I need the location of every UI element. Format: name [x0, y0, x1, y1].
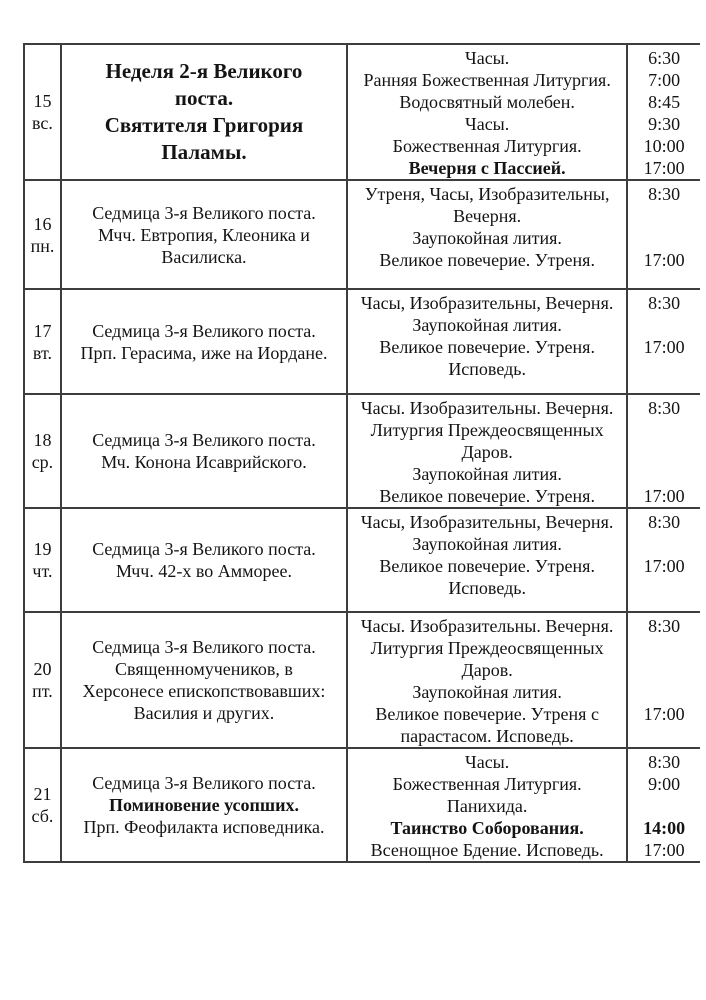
service-time: [628, 419, 700, 441]
date-number: 16: [33, 213, 52, 234]
description-line: Паламы.: [161, 140, 247, 164]
description-line: Мчч. Евтропия, Клеоника и: [98, 224, 310, 245]
service-time: 7:00: [648, 70, 681, 90]
service-line: Литургия Преждеосвященных: [370, 638, 604, 658]
service-line: парастасом. Исповедь.: [400, 726, 574, 746]
date-number: 19: [33, 539, 52, 559]
service-line: Часы.: [465, 48, 510, 68]
services-cell: [348, 290, 628, 393]
table-row: [25, 613, 700, 749]
description-line: Херсонесе епископствовавших:: [82, 681, 326, 701]
service-time: [628, 463, 700, 485]
service-time: [628, 681, 700, 703]
times-cell: [628, 749, 700, 861]
description-line: Поминовение усопших.: [108, 795, 299, 815]
service-time: 8:45: [648, 92, 681, 112]
table-row: [25, 509, 700, 613]
services-cell: [348, 509, 628, 611]
service-time: [628, 205, 700, 227]
service-time: [628, 358, 700, 380]
table-row: [25, 395, 700, 509]
services-cell: [348, 613, 628, 747]
description-line: Священномучеников, в: [115, 659, 293, 679]
service-line: Великое повечерие. Утреня.: [379, 250, 595, 270]
service-time: [628, 725, 700, 747]
service-line: Вечерня.: [453, 206, 522, 226]
description-line: Седмица 3-я Великого поста.: [92, 320, 316, 341]
service-line: Часы, Изобразительны, Вечерня.: [360, 512, 614, 532]
times-cell: [628, 509, 700, 611]
service-line: Водосвятный молебен.: [399, 92, 575, 112]
description-line: Святителя Григория: [104, 113, 304, 137]
date-weekday: пн.: [30, 235, 55, 256]
service-time: 17:00: [643, 158, 685, 178]
description-cell: [62, 290, 348, 393]
service-time: 10:00: [643, 136, 685, 156]
date-number: 21: [33, 784, 52, 804]
date-weekday: сб.: [31, 806, 54, 826]
service-time: [628, 441, 700, 463]
times-cell: [628, 395, 700, 507]
service-time: [628, 227, 700, 249]
service-time: [628, 533, 700, 555]
table-row: [25, 45, 700, 181]
service-line: Всенощное Бдение. Исповедь.: [370, 840, 604, 860]
service-time: 17:00: [643, 337, 685, 357]
service-line: Вечерня с Пассией.: [408, 158, 566, 178]
service-time: [628, 795, 700, 817]
service-line: Заупокойная лития.: [412, 682, 562, 702]
service-time: 14:00: [643, 818, 686, 838]
service-line: Заупокойная лития.: [412, 315, 562, 335]
date-cell: [25, 509, 62, 611]
services-cell: [348, 181, 628, 288]
service-time: [628, 577, 700, 599]
service-time: 17:00: [643, 840, 685, 860]
service-time: [628, 659, 700, 681]
description-line: Седмица 3-я Великого поста.: [92, 637, 316, 657]
service-line: Божественная Литургия.: [392, 774, 582, 794]
service-line: Литургия Преждеосвященных: [370, 420, 604, 440]
description-cell: [62, 749, 348, 861]
service-time: 9:00: [648, 774, 681, 794]
date-number: 17: [33, 320, 52, 341]
date-cell: [25, 395, 62, 507]
times-cell: [628, 613, 700, 747]
description-line: Мч. Конона Исаврийского.: [101, 452, 307, 472]
description-line: Седмица 3-я Великого поста.: [92, 773, 316, 793]
services-cell: [348, 45, 628, 179]
date-cell: [25, 749, 62, 861]
description-cell: [62, 45, 348, 179]
service-time: 17:00: [643, 486, 685, 506]
description-line: Седмица 3-я Великого поста.: [92, 202, 316, 223]
service-line: Ранняя Божественная Литургия.: [363, 70, 611, 90]
table-row: [25, 181, 700, 290]
description-cell: [62, 509, 348, 611]
description-cell: [62, 395, 348, 507]
times-cell: [628, 181, 700, 288]
service-time: [628, 637, 700, 659]
schedule-table: [23, 43, 700, 863]
service-time: 8:30: [648, 293, 681, 313]
service-line: Часы. Изобразительны. Вечерня.: [360, 616, 614, 636]
times-cell: [628, 290, 700, 393]
service-line: Часы. Изобразительны. Вечерня.: [360, 398, 614, 418]
service-time: 17:00: [643, 556, 685, 576]
description-line: Седмица 3-я Великого поста.: [92, 539, 316, 559]
services-cell: [348, 395, 628, 507]
service-line: Часы.: [465, 114, 510, 134]
service-line: Заупокойная лития.: [412, 464, 562, 484]
service-time: 17:00: [643, 704, 685, 724]
table-row: [25, 749, 700, 863]
service-line: Часы.: [465, 752, 510, 772]
date-weekday: вс.: [32, 113, 53, 133]
service-line: Исповедь.: [448, 578, 526, 598]
table-row: [25, 290, 700, 395]
service-line: Великое повечерие. Утреня.: [379, 556, 595, 576]
description-line: Василия и других.: [133, 703, 275, 723]
description-line: Прп. Герасима, иже на Иордане.: [80, 342, 328, 363]
service-line: Великое повечерие. Утреня.: [379, 486, 595, 506]
description-line: Мчч. 42-х во Амморее.: [115, 561, 292, 581]
date-weekday: ср.: [31, 452, 54, 472]
date-number: 20: [33, 659, 52, 679]
date-weekday: вт.: [32, 342, 52, 363]
service-time: 8:30: [648, 398, 681, 418]
service-time: 9:30: [648, 114, 681, 134]
services-cell: [348, 749, 628, 861]
service-line: Утреня, Часы, Изобразительны,: [364, 184, 610, 204]
service-time: 8:30: [648, 616, 681, 636]
date-cell: [25, 181, 62, 288]
service-time: 6:30: [648, 48, 681, 68]
service-line: Великое повечерие. Утреня с: [375, 704, 599, 724]
service-time: 8:30: [648, 184, 681, 204]
description-line: Неделя 2-я Великого: [105, 59, 303, 83]
description-line: Прп. Феофилакта исповедника.: [83, 817, 325, 837]
description-line: Седмица 3-я Великого поста.: [92, 430, 316, 450]
service-line: Панихида.: [446, 796, 528, 816]
service-line: Божественная Литургия.: [392, 136, 582, 156]
date-weekday: чт.: [32, 561, 53, 581]
service-line: Даров.: [461, 660, 513, 680]
service-line: Заупокойная лития.: [412, 228, 562, 248]
date-cell: [25, 290, 62, 393]
service-line: Великое повечерие. Утреня.: [379, 337, 595, 357]
service-time: 17:00: [643, 250, 685, 270]
date-number: 18: [33, 430, 52, 450]
service-line: Таинство Соборования.: [390, 818, 584, 838]
service-line: Даров.: [461, 442, 513, 462]
service-line: Заупокойная лития.: [412, 534, 562, 554]
date-cell: [25, 45, 62, 179]
description-cell: [62, 613, 348, 747]
description-line: Василиска.: [161, 246, 247, 267]
description-cell: [62, 181, 348, 288]
date-cell: [25, 613, 62, 747]
service-time: 8:30: [648, 512, 681, 532]
date-weekday: пт.: [32, 681, 53, 701]
description-line: поста.: [174, 86, 234, 110]
times-cell: [628, 45, 700, 179]
service-time: [628, 314, 700, 336]
service-time: 8:30: [648, 752, 681, 772]
service-line: Часы, Изобразительны, Вечерня.: [360, 293, 614, 313]
service-line: Исповедь.: [448, 359, 526, 379]
date-number: 15: [33, 91, 52, 111]
